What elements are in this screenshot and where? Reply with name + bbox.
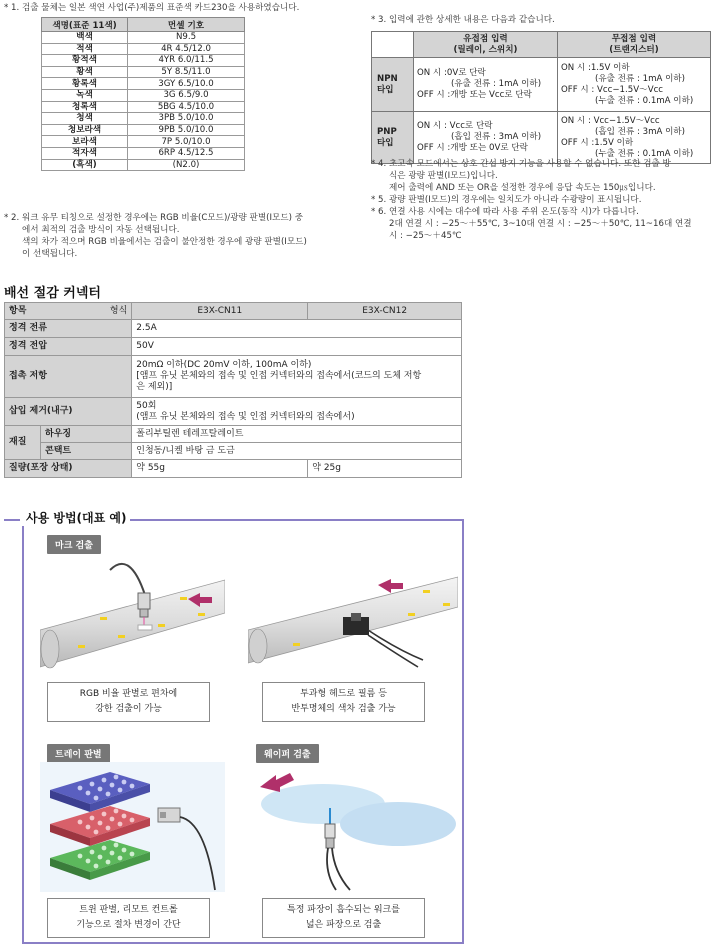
- caption-tray-discrimination: 트윈 판별, 리모트 컨트롤 기능으로 절차 변경이 간단: [47, 898, 210, 938]
- input-type-pnp: PNP 타입: [372, 112, 414, 164]
- color-table: [41, 17, 245, 171]
- table-row: 접촉 저항 20mΩ 이하(DC 20mV 이하, 100mA 이하) [앰프 유닛 본체와의 접속 및 인접 커넥터와의 접속에서(코드의 도체 저항 은 제외)]: [5, 356, 462, 398]
- table-row: 황록색 3GY 6.5/10.0: [42, 78, 245, 90]
- table-row: 백색 N9.5: [42, 32, 245, 44]
- usage-title-bar: [4, 519, 20, 521]
- table-row: NPN 타입 ON 시 :0V로 단락 (유출 전류 : 1mA 이하) OFF 시 :개방 또는 Vcc로 단락 ON 시 :1.5V 이하 (유출 전류 : 1mA 이하) OFF 시 : Vcc−1.5V～Vcc (누출 전류 : 0.1mA 이하): [372, 58, 711, 112]
- color-table-header-name: 색명(표준 11색): [42, 18, 128, 32]
- table-row: 청색 3PB 5.0/10.0: [42, 113, 245, 125]
- table-row: 보라색 7P 5.0/10.0: [42, 136, 245, 148]
- table-row: 녹색 3G 6.5/9.0: [42, 89, 245, 101]
- table-row: 적색 4R 4.5/12.0: [42, 43, 245, 55]
- input-type-npn: NPN 타입: [372, 58, 414, 112]
- input-table: [371, 31, 711, 164]
- connector-section-title: 배선 절감 커넥터: [4, 286, 101, 301]
- mark-detection-illustration: [40, 555, 225, 675]
- table-row: (흑색) (N2.0): [42, 159, 245, 171]
- table-row: 정격 전류 2.5A: [5, 320, 462, 338]
- note-1: * 1. 검출 물체는 일본 색연 사업(주)제품의 표준색 카드230을 사용하였습니다.: [4, 3, 300, 13]
- input-col-noncontact: 무접점 입력 (트랜지스터): [557, 32, 710, 58]
- table-row: 청록색 5BG 4.5/10.0: [42, 101, 245, 113]
- table-row: 정격 전압 50V: [5, 338, 462, 356]
- table-row: PNP 타입 ON 시 : Vcc로 단락 (흡입 전류 : 3mA 이하) OFF 시 :개방 또는 0V로 단락 ON 시 : Vcc−1.5V～Vcc (흡입 전류 : 3mA 이하) OFF 시 :1.5V 이하 (누출 전류 : 0.1mA 이하): [372, 112, 711, 164]
- connector-spec-table: [4, 302, 462, 478]
- tag-mark-detection: 마크 검출: [47, 535, 101, 554]
- caption-wafer-detection: 특정 파장이 흡수되는 워크를 넓은 파장으로 검출: [262, 898, 425, 938]
- tray-discrimination-illustration: [40, 762, 225, 892]
- caption-mark-detection: RGB 비율 판별로 편차에 강한 검출이 가능: [47, 682, 210, 722]
- wafer-detection-illustration: [248, 762, 458, 892]
- note-3: * 3. 입력에 관한 상세한 내용은 다음과 같습니다.: [371, 15, 555, 25]
- table-row: 콘택트 인청동/니켈 바탕 금 도금: [5, 443, 462, 460]
- notes-4-6: * 4. 초고속 모드에서는 상호 간섭 방지 기능을 사용할 수 없습니다. 또한 검출 방 식은 광량 판별(I모드)입니다. 제어 출력에 AND 또는 OR을 설정한 경우에 응답 속도는 150㎲입니다. * 5. 광량 판별(I모드)의 경우에는 일치도가 아니라 수광량이 표시됩니다. * 6. 연결 사용 시에는 대수에 따라 사용 주위 온도(동작 시)가 다릅니다. 2대 연결 시 : −25～＋55℃, 3~10대 연결 시 : −25～＋50℃, 11~16대 연결 시 : −25～＋45℃: [371, 159, 692, 241]
- table-row: 적자색 6RP 4.5/12.5: [42, 147, 245, 159]
- table-row: 삽입 제거(내구) 50회 (앰프 유닛 본체와의 접속 및 인접 커넥터와의 접속에서): [5, 398, 462, 426]
- table-row: 재질 하우징 폴리부틸렌 테레프탈레이트: [5, 426, 462, 443]
- tag-tray-discrimination: 트레이 판별: [47, 744, 110, 763]
- input-col-contact: 유접점 입력 (릴레이, 스위치): [414, 32, 558, 58]
- table-row: 질량(포장 상태) 약 55g 약 25g: [5, 460, 462, 478]
- usage-title: 사용 방법(대표 예): [22, 509, 130, 526]
- table-row: 황색 5Y 8.5/11.0: [42, 66, 245, 78]
- table-row: 항목 형식 E3X-CN11 E3X-CN12: [5, 303, 462, 320]
- color-table-header-munsell: 먼셀 기호: [128, 18, 245, 32]
- film-detection-illustration: [248, 555, 458, 675]
- note-2: * 2. 워크 유무 티칭으로 설정한 경우에는 RGB 비율(C모드)/광량 판별(I모드) 중 에서 최적의 검출 방식이 자동 선택됩니다. 색의 차가 적으며 RGB 비율에서는 검출이 불안정한 경우에 광량 판별(I모드) 이 선택됩니다.: [4, 213, 307, 259]
- tag-wafer-detection: 웨이퍼 검출: [256, 744, 319, 763]
- caption-film-detection: 투과형 헤드로 필름 등 반투명체의 색차 검출 가능: [262, 682, 425, 722]
- table-row: 청보라색 9PB 5.0/10.0: [42, 124, 245, 136]
- table-row: 황적색 4YR 6.0/11.5: [42, 55, 245, 67]
